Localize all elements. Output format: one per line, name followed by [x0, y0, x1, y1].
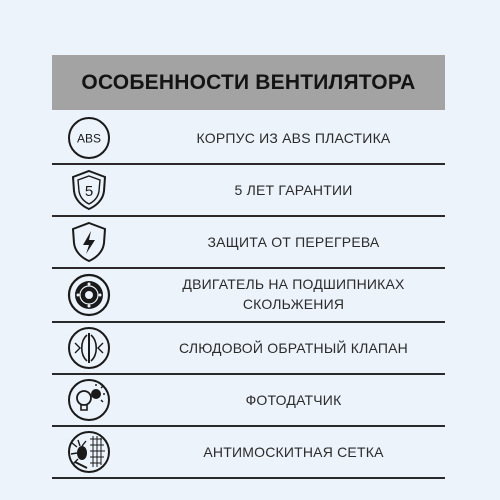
divider [52, 477, 445, 479]
backdraft-valve-icon [66, 325, 112, 371]
feature-overheat-protection [52, 217, 445, 267]
title-banner [52, 55, 445, 110]
page-title: ОСОБЕННОСТИ ВЕНТИЛЯТОРА [81, 70, 416, 94]
photo-sensor-icon [66, 377, 112, 423]
feature-label: СЛЮДОВОЙ ОБРАТНЫЙ КЛАПАН [178, 340, 408, 356]
feature-label-line-2: СКОЛЬЖЕНИЯ [242, 296, 345, 312]
feature-label-line-1: ДВИГАТЕЛЬ НА ПОДШИПНИКАХ [182, 276, 405, 292]
feature-bearing-motor [52, 269, 445, 321]
abs-icon-text: ABS [76, 131, 102, 146]
feature-backdraft-valve [52, 323, 445, 373]
warranty-icon-text: 5 [84, 183, 94, 200]
feature-abs-body [52, 113, 445, 163]
feature-label: АНТИМОСКИТНАЯ СЕТКА [203, 444, 384, 460]
abs-circle-icon [66, 115, 112, 161]
mosquito-net-icon [66, 429, 112, 475]
feature-label: ЗАЩИТА ОТ ПЕРЕГРЕВА [207, 234, 380, 250]
feature-warranty [52, 165, 445, 215]
feature-label: 5 ЛЕТ ГАРАНТИИ [234, 182, 353, 198]
shield-five-icon [66, 167, 112, 213]
feature-label: ФОТОДАТЧИК [245, 392, 342, 408]
feature-photo-sensor [52, 375, 445, 425]
bearing-motor-icon [66, 272, 112, 318]
feature-mosquito-net [52, 427, 445, 477]
shield-lightning-icon [66, 219, 112, 265]
feature-label: КОРПУС ИЗ ABS ПЛАСТИКА [196, 130, 391, 146]
